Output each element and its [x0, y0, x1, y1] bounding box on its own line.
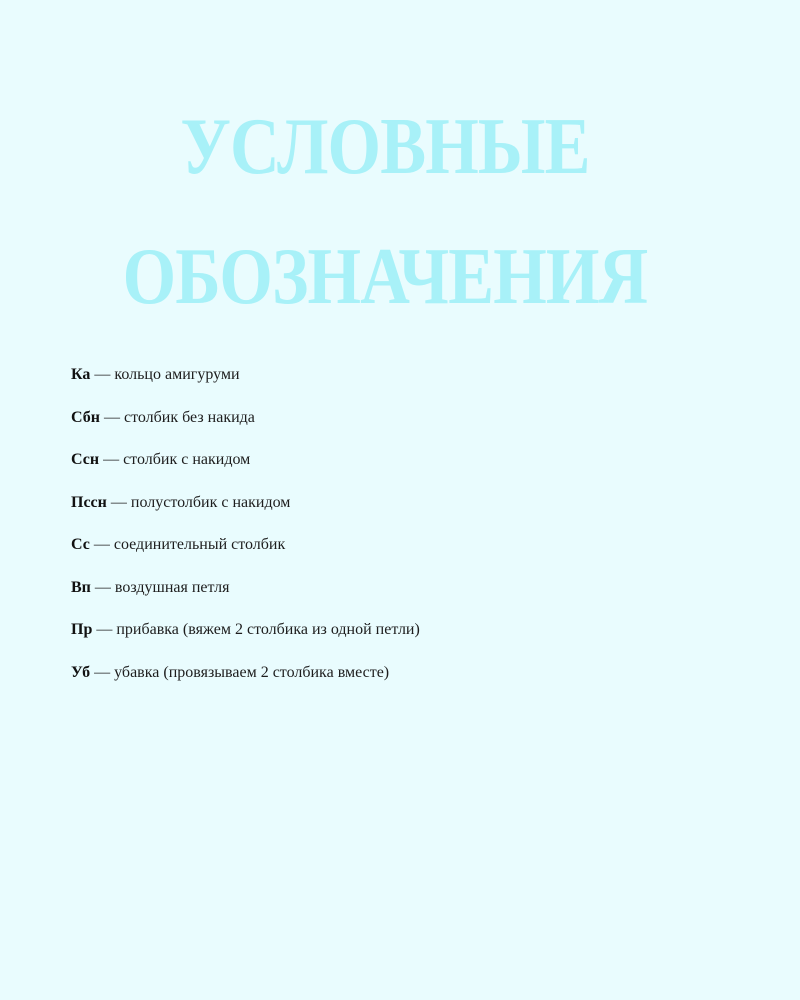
legend-separator: — [99, 451, 124, 468]
legend-meaning: прибавка (вяжем 2 столбика из одной петли) [116, 621, 420, 638]
legend-abbr: Ссн [71, 451, 100, 468]
legend-meaning: убавка (провязываем 2 столбика вместе) [114, 663, 390, 681]
legend-abbr: Сбн [71, 408, 100, 426]
legend-abbr: Пр [71, 621, 93, 638]
legend-list [71, 364, 420, 704]
legend-meaning: столбик с накидом [123, 451, 251, 468]
legend-separator: — [90, 578, 115, 596]
legend-separator: — [106, 493, 131, 511]
page-title [54, 82, 716, 342]
legend-abbr: Сс [71, 536, 90, 553]
legend-meaning: воздушная петля [114, 578, 230, 596]
legend-meaning: соединительный столбик [113, 536, 286, 553]
legend-meaning: кольцо амигуруми [114, 366, 240, 383]
legend-meaning: столбик без накида [123, 408, 255, 426]
page-title-line-1: УСЛОВНЫЕ [180, 103, 590, 191]
legend-item-pr [71, 619, 420, 662]
legend-separator: — [90, 366, 115, 383]
legend-item-vp [71, 577, 420, 620]
legend-abbr: Пссн [71, 493, 107, 511]
legend-abbr: Вп [71, 578, 91, 596]
legend-abbr: Уб [71, 663, 91, 681]
legend-separator: — [90, 663, 115, 681]
page-title-line-2: ОБОЗНАЧЕНИЯ [122, 233, 648, 321]
legend-item-pssn [71, 492, 420, 535]
legend-item-sbn [71, 407, 420, 450]
legend-meaning: полустолбик с накидом [130, 493, 291, 511]
legend-abbr: Ка [71, 366, 91, 383]
legend-item-ka [71, 364, 420, 407]
legend-separator: — [92, 621, 117, 638]
legend-separator: — [99, 408, 124, 426]
legend-item-ss [71, 534, 420, 577]
legend-separator: — [89, 536, 114, 553]
legend-item-ssn [71, 449, 420, 492]
legend-item-ub [71, 662, 420, 705]
